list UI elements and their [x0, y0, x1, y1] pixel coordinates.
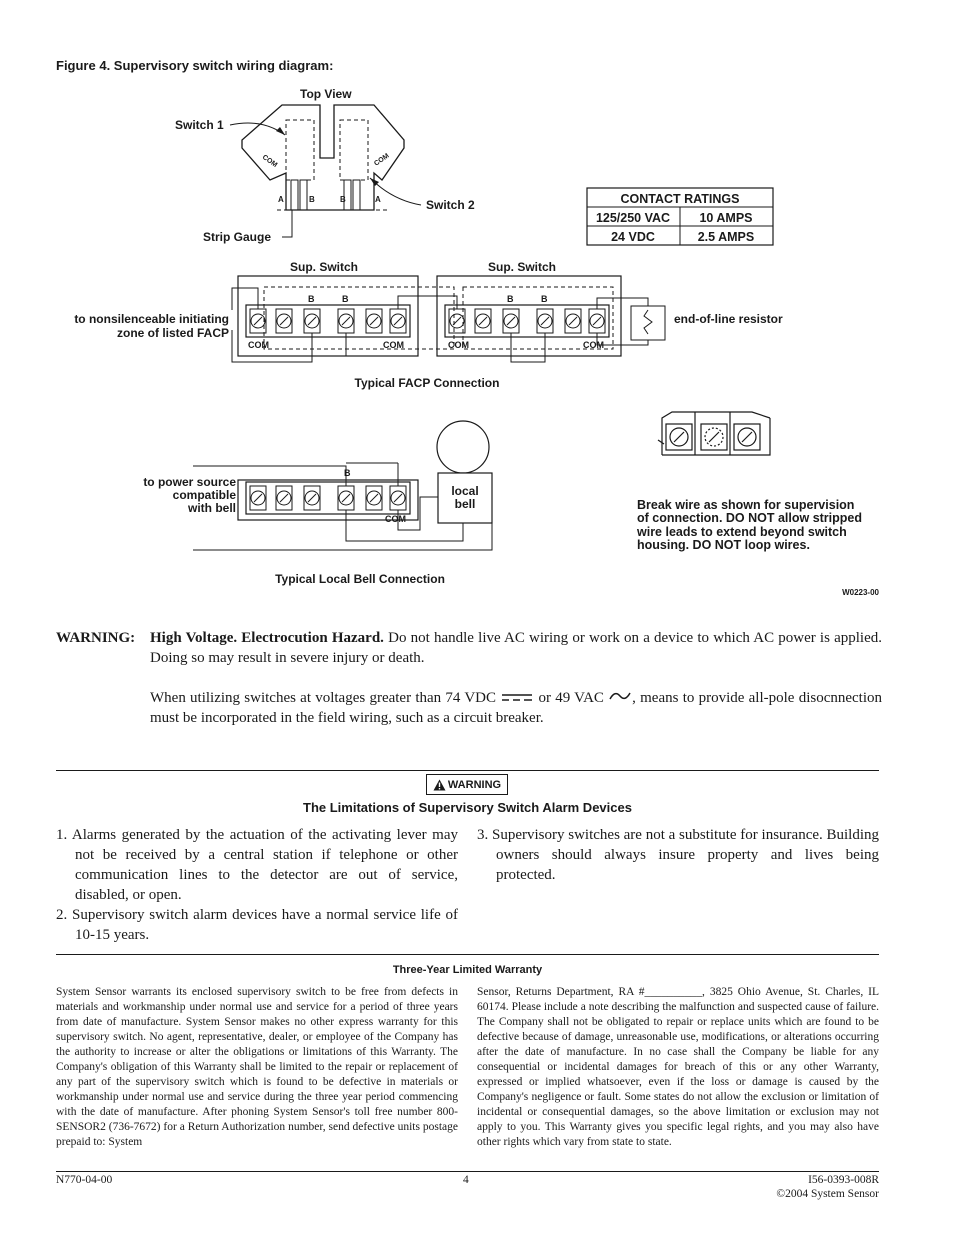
power-source-label-1: to power source: [143, 475, 236, 489]
bell-com-label: COM: [385, 514, 406, 524]
section-divider-bottom: [56, 954, 879, 955]
page-number: 4: [463, 1174, 469, 1186]
break-wire-note-3: wire leads to extend beyond switch: [637, 525, 847, 539]
eol-resistor: [631, 306, 665, 340]
facp-b-1: B: [308, 294, 315, 304]
facp-b-4: B: [541, 294, 548, 304]
local-bell-label-1: local: [451, 484, 479, 498]
terminal-a-right: A: [375, 195, 381, 204]
footer-divider: [56, 1171, 879, 1172]
facp-b-2: B: [342, 294, 349, 304]
limitations-col-left: [56, 825, 458, 945]
high-voltage-warning: [56, 628, 882, 728]
sup-switch-label-1: Sup. Switch: [290, 260, 359, 274]
terminal-a-left: A: [278, 195, 284, 204]
limitation-item-2: 2. Supervisory switch alarm devices have a normal service life of 10-15 years.: [56, 907, 458, 943]
sup-switch-label-2: Sup. Switch: [488, 260, 557, 274]
break-wire-detail: [658, 412, 770, 455]
facp-com-3: COM: [448, 340, 469, 350]
limitation-item-3: 3. Supervisory switches are not a substitute for insurance. Building owners should always insure property and lives being protected.: [477, 827, 880, 883]
power-source-label-2: compatible: [172, 488, 236, 502]
warranty-title: Three-Year Limited Warranty: [392, 964, 543, 976]
warning-text-2c: , means to provide all-pole disocnnection must be incorporated in the field wiring, such as a circuit breaker.: [150, 690, 883, 726]
section-divider-top: [56, 770, 879, 771]
com-label-sw1: COM: [260, 153, 279, 170]
facp-com-2: COM: [383, 340, 404, 350]
eol-resistor-label: end-of-line resistor: [674, 312, 783, 326]
facp-com-4: COM: [583, 340, 604, 350]
terminal-strip-1: [246, 305, 410, 337]
switch2-label: Switch 2: [426, 198, 475, 212]
switch1-label: Switch 1: [175, 118, 224, 132]
warning-headline: High Voltage. Electrocution Hazard.: [150, 630, 384, 646]
bell-symbol: [437, 421, 489, 473]
warning-badge-label: WARNING: [447, 778, 502, 791]
strip-gauge-label: Strip Gauge: [203, 230, 272, 244]
warning-label: WARNING:: [56, 630, 136, 646]
warning-triangle-icon: [433, 779, 446, 791]
footer-doc-number: N770-04-00: [56, 1174, 113, 1186]
wiring-diagram: [0, 0, 954, 610]
bell-b-label: B: [344, 468, 351, 478]
top-view-label: Top View: [300, 87, 352, 101]
facp-b-3: B: [507, 294, 514, 304]
ac-symbol-icon: [608, 690, 632, 702]
bell-terminal-strip: [246, 482, 410, 514]
footer-right: [776, 1173, 879, 1201]
local-bell-label-2: bell: [454, 497, 476, 511]
warning-text-2a: When utilizing switches at voltages greater than 74 VDC: [150, 690, 497, 706]
drawing-code: W0223-00: [842, 588, 879, 597]
switch1-body: [286, 120, 314, 180]
warranty-col-right: Sensor, Returns Department, RA #__________, 3825 Ohio Avenue, St. Charles, IL 60174. Please include a note describing the malfunction and suspected cause of failure. The Company shall not be obligated to repair or replace units which are found to be defective because of damage, unreasonable use, modifications, or alterations occurring after the date of manufacture. In no case shall the Company be liable for any consequential or incidental damages for breach of this or any other Warranty, expressed or implied whatsoever, even if the loss or damage is caused by the Company's negligence or fault. Some states do not allow the exclusion or limitation of incidental or consequential damages, so the above limitation or exclusion may not apply to you. This Warranty gives you specific legal rights, and you may also have other rights which vary from state to state.: [477, 986, 879, 1148]
facp-caption: Typical FACP Connection: [354, 376, 500, 390]
limitation-item-1: 1. Alarms generated by the actuation of the activating lever may not be received by a central station if telephone or other communication lines to the detector are out of service, disabled, or open.: [56, 827, 458, 903]
figure-title: Figure 4. Supervisory switch wiring diagram:: [56, 58, 334, 73]
terminal-b-right: B: [340, 195, 346, 204]
rating-voltage-2: 24 VDC: [611, 230, 655, 244]
limitations-col-right: [477, 825, 879, 885]
dc-symbol-icon: [500, 692, 534, 702]
facp-com-1: COM: [248, 340, 269, 350]
break-wire-note-2: of connection. DO NOT allow stripped: [637, 511, 863, 525]
warning-text-2b: or 49 VAC: [538, 690, 604, 706]
break-wire-note-4: housing. DO NOT loop wires.: [637, 538, 810, 552]
warning-badge: [426, 774, 508, 795]
limitations-title: The Limitations of Supervisory Switch Alarm Devices: [303, 800, 632, 815]
com-label-sw2: COM: [373, 152, 391, 168]
footer-copyright: ©2004 System Sensor: [776, 1188, 879, 1200]
switch2-body: [340, 120, 368, 180]
footer-part-number: I56-0393-008R: [808, 1174, 879, 1186]
rating-current-1: 10 AMPS: [699, 211, 753, 225]
power-source-label-3: with bell: [188, 501, 236, 515]
facp-zone-label-2: zone of listed FACP: [116, 326, 229, 340]
facp-zone-label-1: to nonsilenceable initiating: [74, 312, 229, 326]
terminal-b-left: B: [309, 195, 315, 204]
terminal-strip-2: [445, 305, 609, 337]
warranty-col-left: System Sensor warrants its enclosed supervisory switch to be free from defects in materials and workmanship under normal use and service for a period of three years from date of manufacture. System Sensor makes no other express warranty for this supervisory switch. No agent, representative, dealer, or employee of the Company has the authority to increase or alter the obligations or limitations of this Warranty. The Company's obligation of this Warranty shall be limited to the repair or replacement of any part of the supervisory switch which is found to be defective in materials or workmanship under normal use and service during the three year period commencing with the date of manufacture. After phoning System Sensor's toll free number 800-SENSOR2 (736-7672) for a Return Authorization number, send defective units postage prepaid to: System: [56, 986, 458, 1148]
rating-current-2: 2.5 AMPS: [697, 230, 755, 244]
contact-ratings-header: CONTACT RATINGS: [620, 192, 740, 206]
break-wire-note-1: Break wire as shown for supervision: [637, 498, 855, 512]
bell-caption: Typical Local Bell Connection: [275, 572, 445, 586]
rating-voltage-1: 125/250 VAC: [595, 211, 671, 225]
warning-text-1: Do not handle live AC wiring or work on a device to which AC power is applied. Doing so may result in severe injury or death.: [150, 630, 883, 666]
